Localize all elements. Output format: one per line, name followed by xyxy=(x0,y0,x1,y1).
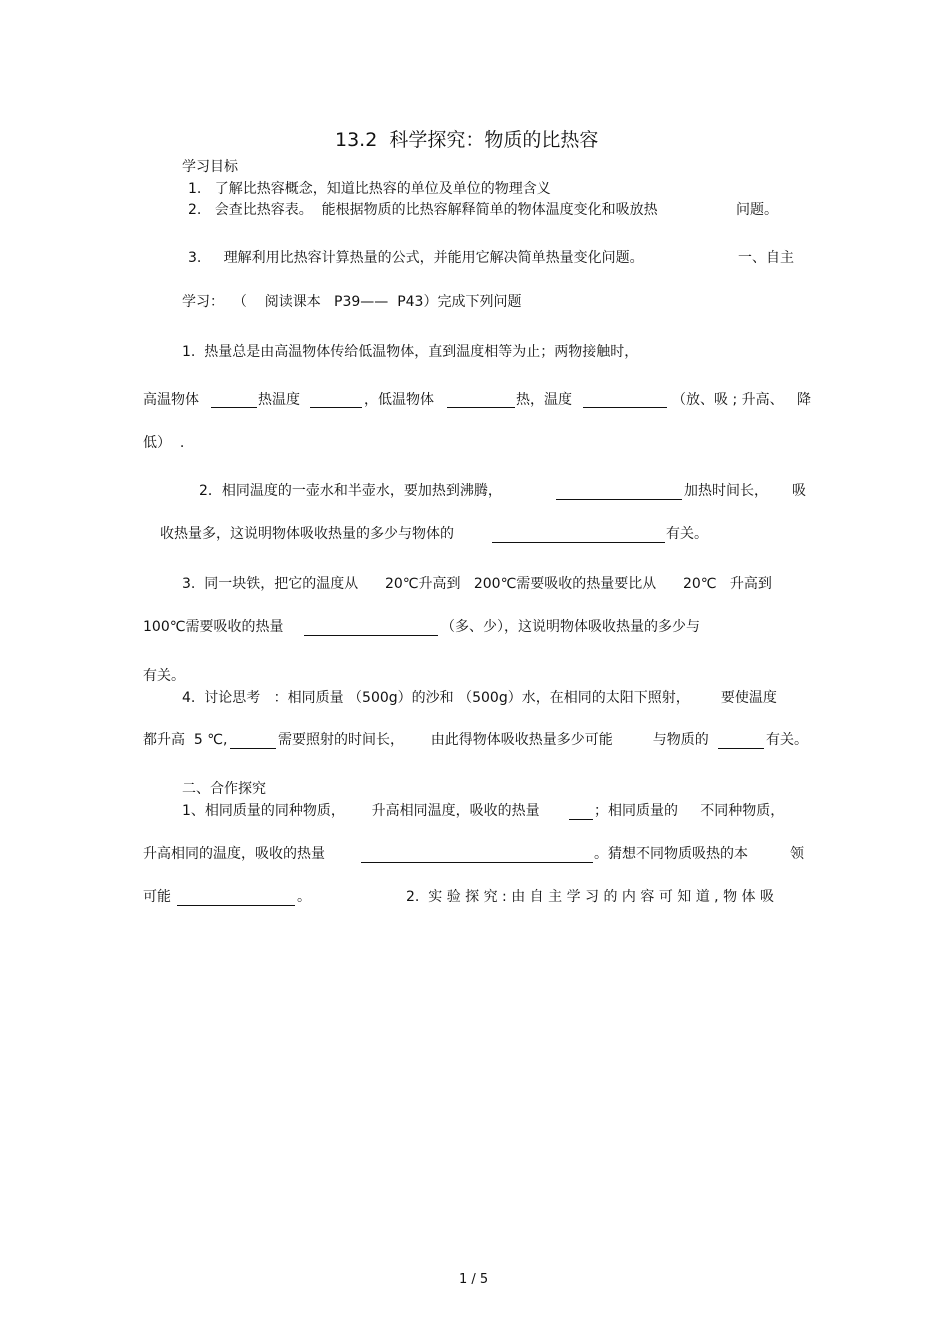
q4-seg-a: 都升高 5 ℃, xyxy=(143,732,228,748)
objective-item-2: 2. 会查比热容表。 能根据物质的比热容解释简单的物体温度变化和吸放热 xyxy=(188,202,658,218)
coop-q1-seg-f: 可能 xyxy=(143,889,171,905)
q3-seg-b: （多、少），这说明物体吸收热量的多少与 xyxy=(441,619,700,635)
coop-q1-seg-e: 领 xyxy=(790,846,804,862)
self-study-header: 学习： （ 阅读课本 P39—— P43）完成下列问题 xyxy=(182,294,522,310)
q4-seg-c: 有关。 xyxy=(766,732,808,748)
q1-line-1: 1. 热量总是由高温物体传给低温物体，直到温度相等为止；两物接触时， xyxy=(182,344,639,360)
q3-blank-1[interactable] xyxy=(304,635,438,636)
coop-q1-seg-d: 。猜想不同物质吸热的本 xyxy=(594,846,748,862)
coop-q1-blank-2[interactable] xyxy=(361,862,593,863)
q1-blank-4[interactable] xyxy=(583,407,667,408)
coop-q2-line: 2. 实 验 探 究 : 由 自 主 学 习 的 内 容 可 知 道 , 物 体 吸 xyxy=(406,889,774,905)
coop-q1-blank-3[interactable] xyxy=(177,905,295,906)
q1-blank-3[interactable] xyxy=(447,407,515,408)
q1-line-3: 低） . xyxy=(143,435,185,451)
q2-seg-e: 有关。 xyxy=(666,526,708,542)
q4-blank-2[interactable] xyxy=(718,748,764,749)
coop-q1-seg-g: 。 xyxy=(297,889,311,905)
q2-blank-2[interactable] xyxy=(492,542,665,543)
q1-seg-d: 热，温度 xyxy=(516,392,572,408)
section-1-heading-part1: 一、自主 xyxy=(738,250,794,266)
q3-seg-a: 100℃需要吸收的热量 xyxy=(143,619,284,635)
q1-blank-2[interactable] xyxy=(310,407,362,408)
coop-q1-blank-1[interactable] xyxy=(569,819,593,820)
coop-q1-seg-b: ；相同质量的 不同种物质， xyxy=(594,803,785,819)
q4-line-1: 4. 讨论思考 ：相同质量 （500g）的沙和 （500g）水，在相同的太阳下照射， 要使温度 xyxy=(182,690,777,706)
cooperative-heading: 二、合作探究 xyxy=(182,781,266,797)
coop-q1-seg-a: 1、相同质量的同种物质， 升高相同温度，吸收的热量 xyxy=(182,803,540,819)
objectives-heading: 学习目标 xyxy=(182,159,238,175)
page-number: 1 / 5 xyxy=(459,1272,489,1287)
q1-seg-b: 热温度 xyxy=(258,392,300,408)
q1-seg-c: ，低温物体 xyxy=(364,392,434,408)
objective-item-2-end: 问题。 xyxy=(736,202,778,218)
page-title: 13.2 科学探究：物质的比热容 xyxy=(335,129,599,151)
q2-seg-b: 加热时间长， xyxy=(684,483,768,499)
q1-seg-e: （放、吸 ; 升高、 降 xyxy=(672,392,811,408)
objective-item-1: 1. 了解比热容概念，知道比热容的单位及单位的物理含义 xyxy=(188,181,551,197)
q2-seg-c: 吸 xyxy=(792,483,806,499)
q1-seg-a: 高温物体 xyxy=(143,392,199,408)
q2-blank-1[interactable] xyxy=(556,499,682,500)
q2-seg-a: 2．相同温度的一壶水和半壶水，要加热到沸腾， xyxy=(199,483,502,499)
q4-blank-1[interactable] xyxy=(230,748,276,749)
q4-seg-b: 需要照射的时间长， 由此得物体吸收热量多少可能 与物质的 xyxy=(278,732,709,748)
q3-line-1: 3. 同一块铁，把它的温度从 20℃升高到 200℃需要吸收的热量要比从 20℃ 升高到 xyxy=(182,576,772,592)
objective-item-3: 3. 理解利用比热容计算热量的公式，并能用它解决简单热量变化问题。 xyxy=(188,250,644,266)
coop-q1-seg-c: 升高相同的温度，吸收的热量 xyxy=(143,846,325,862)
q1-blank-1[interactable] xyxy=(211,407,257,408)
q3-line-3: 有关。 xyxy=(143,668,185,684)
q2-seg-d: 收热量多，这说明物体吸收热量的多少与物体的 xyxy=(160,526,454,542)
